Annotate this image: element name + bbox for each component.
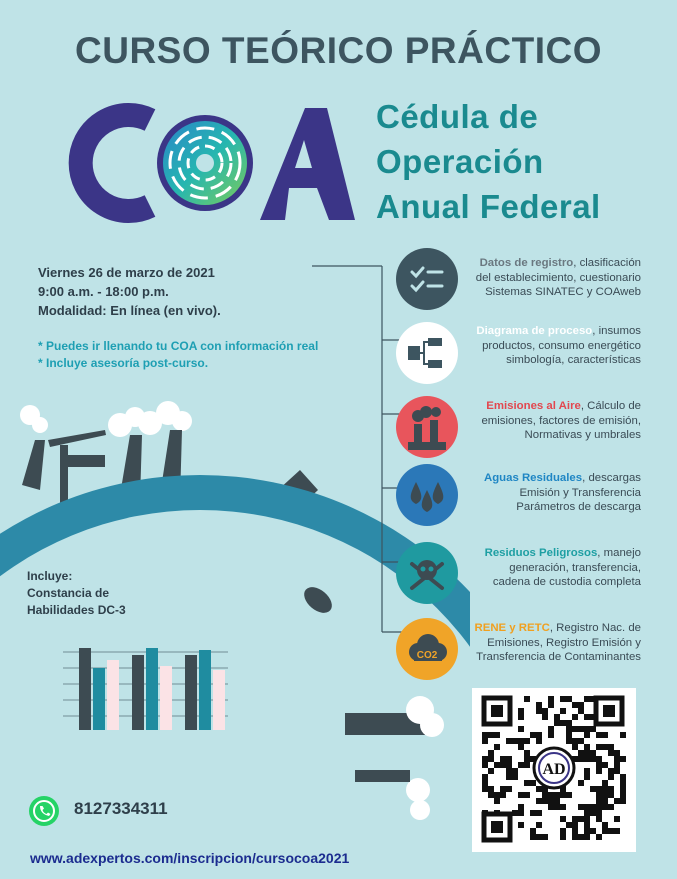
qr-module xyxy=(524,750,530,756)
qr-module xyxy=(596,810,602,816)
subtitle-line-3: Anual Federal xyxy=(376,188,601,225)
event-mode: Modalidad: En línea (en vivo). xyxy=(38,303,221,318)
topic-text-line: , descargas xyxy=(582,472,641,484)
qr-module xyxy=(566,726,572,732)
qr-module xyxy=(590,726,596,732)
qr-module xyxy=(614,762,620,768)
qr-module xyxy=(620,732,626,738)
qr-module xyxy=(542,834,548,840)
checklist-icon xyxy=(396,248,458,310)
qr-module xyxy=(494,798,500,804)
qr-module xyxy=(482,756,488,762)
qr-module xyxy=(506,774,512,780)
qr-module xyxy=(542,798,548,804)
qr-module xyxy=(572,822,578,828)
includes-label: Incluye: xyxy=(27,569,73,583)
topic-text-line: , Registro Nac. de xyxy=(549,622,641,634)
qr-module xyxy=(518,810,524,816)
topic-title: Emisiones al Aire xyxy=(486,400,581,412)
topic-text-line: Emisiones, Registro Emisión y xyxy=(487,636,641,649)
qr-module xyxy=(608,750,614,756)
qr-module xyxy=(572,738,578,744)
qr-module xyxy=(602,822,608,828)
topic-registro xyxy=(451,256,641,300)
qr-module xyxy=(518,792,524,798)
qr-module xyxy=(566,822,572,828)
qr-module xyxy=(590,810,596,816)
topic-aguas xyxy=(451,471,641,515)
qr-module xyxy=(620,798,626,804)
qr-module xyxy=(554,804,560,810)
qr-module xyxy=(530,780,536,786)
qr-module xyxy=(566,792,572,798)
qr-module xyxy=(548,804,554,810)
event-details xyxy=(38,263,221,320)
subtitle-line-1: Cédula de xyxy=(376,98,539,135)
qr-module xyxy=(500,756,506,762)
qr-module xyxy=(494,762,500,768)
qr-module xyxy=(578,834,584,840)
decorative-bar-graphic xyxy=(63,640,233,732)
qr-module xyxy=(572,702,578,708)
qr-module xyxy=(584,834,590,840)
qr-module xyxy=(494,744,500,750)
qr-module xyxy=(602,744,608,750)
qr-module xyxy=(572,834,578,840)
topic-text-line: Emisión y Transferencia xyxy=(519,486,641,499)
qr-module xyxy=(530,828,536,834)
qr-module xyxy=(560,804,566,810)
qr-module xyxy=(608,804,614,810)
qr-module xyxy=(524,780,530,786)
course-notes xyxy=(38,338,318,372)
qr-module xyxy=(494,792,500,798)
qr-module xyxy=(572,744,578,750)
qr-module xyxy=(524,696,530,702)
qr-module xyxy=(488,756,494,762)
qr-module xyxy=(518,714,524,720)
qr-module xyxy=(482,762,488,768)
page-title: CURSO TEÓRICO PRÁCTICO xyxy=(75,30,602,71)
qr-module xyxy=(602,792,608,798)
qr-module xyxy=(548,798,554,804)
note-item: * Incluye asesoría post-curso. xyxy=(38,356,209,370)
qr-module xyxy=(548,792,554,798)
coa-logo xyxy=(55,98,365,228)
topic-text-line: , clasificación xyxy=(573,257,641,269)
topic-text-line: , insumos xyxy=(592,325,641,337)
qr-module xyxy=(500,762,506,768)
topic-text-line: , Cálculo de xyxy=(580,400,641,412)
topic-title: Diagrama de proceso xyxy=(476,325,593,337)
qr-module xyxy=(524,756,530,762)
qr-module xyxy=(584,696,590,702)
qr-module xyxy=(518,744,524,750)
qr-module xyxy=(536,822,542,828)
qr-module xyxy=(536,738,542,744)
qr-module xyxy=(518,804,524,810)
qr-module xyxy=(572,714,578,720)
qr-module xyxy=(560,792,566,798)
qr-module xyxy=(512,768,518,774)
qr-module xyxy=(506,768,512,774)
qr-module xyxy=(488,786,494,792)
qr-module xyxy=(530,834,536,840)
qr-module xyxy=(482,774,488,780)
qr-module xyxy=(584,816,590,822)
topic-text-line: del establecimiento, cuestionario xyxy=(475,271,641,284)
qr-module xyxy=(500,786,506,792)
qr-module xyxy=(518,738,524,744)
qr-module xyxy=(584,726,590,732)
qr-module xyxy=(560,708,566,714)
qr-module xyxy=(566,696,572,702)
qr-module xyxy=(506,756,512,762)
qr-module xyxy=(602,828,608,834)
qr-module xyxy=(542,708,548,714)
topic-text-line: Normativas y umbrales xyxy=(524,429,641,441)
topic-diagrama xyxy=(451,324,641,368)
subtitle-line-2: Operación xyxy=(376,143,544,180)
qr-module xyxy=(584,774,590,780)
factory-smoke-icon xyxy=(396,396,458,458)
topic-text-line: simbología, características xyxy=(506,354,641,366)
qr-module xyxy=(518,762,524,768)
qr-module xyxy=(596,762,602,768)
qr-module xyxy=(584,714,590,720)
qr-module xyxy=(584,804,590,810)
qr-module xyxy=(584,744,590,750)
qr-module xyxy=(536,732,542,738)
qr-module xyxy=(578,780,584,786)
qr-module xyxy=(614,798,620,804)
qr-module xyxy=(560,696,566,702)
qr-module xyxy=(506,786,512,792)
qr-module xyxy=(554,798,560,804)
qr-module xyxy=(518,726,524,732)
qr-module xyxy=(554,792,560,798)
topic-text-line: cadena de custodia completa xyxy=(492,576,641,588)
qr-module xyxy=(608,828,614,834)
qr-module xyxy=(578,750,584,756)
qr-module xyxy=(488,750,494,756)
qr-module xyxy=(530,810,536,816)
qr-module xyxy=(590,804,596,810)
qr-module xyxy=(584,828,590,834)
qr-module xyxy=(524,762,530,768)
qr-module xyxy=(566,738,572,744)
qr-module xyxy=(590,750,596,756)
qr-module xyxy=(608,768,614,774)
qr-code[interactable] xyxy=(472,688,636,852)
qr-module xyxy=(536,786,542,792)
qr-module xyxy=(590,786,596,792)
qr-module xyxy=(482,738,488,744)
qr-module xyxy=(578,804,584,810)
registration-link[interactable]: www.adexpertos.com/inscripcion/cursocoa2021 xyxy=(30,850,350,866)
qr-module xyxy=(590,828,596,834)
qr-module xyxy=(608,786,614,792)
qr-module xyxy=(488,768,494,774)
qr-module xyxy=(596,732,602,738)
topic-rene-retc xyxy=(441,621,641,665)
qr-module xyxy=(512,738,518,744)
qr-module xyxy=(512,810,518,816)
qr-module xyxy=(536,702,542,708)
qr-module xyxy=(542,792,548,798)
qr-module xyxy=(524,792,530,798)
qr-module xyxy=(536,834,542,840)
qr-module xyxy=(506,762,512,768)
note-item: * Puedes ir llenando tu COA con información real xyxy=(38,339,319,353)
qr-module xyxy=(620,786,626,792)
qr-module xyxy=(578,738,584,744)
qr-module xyxy=(584,822,590,828)
qr-module xyxy=(602,762,608,768)
qr-module xyxy=(560,720,566,726)
qr-module xyxy=(620,774,626,780)
water-drops-icon xyxy=(396,464,458,526)
qr-module xyxy=(578,816,584,822)
topic-text-line: emisiones, factores de emisión, xyxy=(481,414,641,427)
qr-module xyxy=(596,834,602,840)
qr-module xyxy=(482,780,488,786)
qr-module xyxy=(488,792,494,798)
qr-module xyxy=(590,756,596,762)
qr-module xyxy=(536,708,542,714)
qr-module xyxy=(596,744,602,750)
qr-module xyxy=(542,714,548,720)
qr-module xyxy=(602,780,608,786)
flowchart-icon xyxy=(396,322,458,384)
qr-module xyxy=(518,822,524,828)
qr-module xyxy=(596,768,602,774)
qr-module xyxy=(578,708,584,714)
qr-module xyxy=(548,696,554,702)
qr-module xyxy=(614,768,620,774)
qr-module xyxy=(620,756,626,762)
qr-module xyxy=(566,732,572,738)
qr-module xyxy=(494,732,500,738)
event-date: Viernes 26 de marzo de 2021 xyxy=(38,265,215,280)
topic-text-line: Parámetros de descarga xyxy=(516,501,641,513)
qr-module xyxy=(614,750,620,756)
qr-module xyxy=(482,786,488,792)
topic-text-line: Sistemas SINATEC y COAweb xyxy=(485,286,641,298)
phone-number[interactable]: 8127334311 xyxy=(74,799,168,818)
qr-module xyxy=(620,780,626,786)
topic-text-line: , manejo xyxy=(597,547,641,559)
qr-module xyxy=(578,726,584,732)
qr-module xyxy=(602,732,608,738)
includes-line: Constancia de xyxy=(27,586,110,600)
qr-module xyxy=(596,786,602,792)
topic-title: Residuos Peligrosos xyxy=(484,547,598,559)
qr-module xyxy=(596,804,602,810)
qr-module xyxy=(614,756,620,762)
qr-module xyxy=(518,708,524,714)
topic-title: RENE y RETC xyxy=(474,622,550,634)
topic-title: Aguas Residuales xyxy=(483,472,583,484)
qr-module xyxy=(578,756,584,762)
qr-module xyxy=(602,804,608,810)
qr-module xyxy=(584,756,590,762)
skull-crossbones-icon xyxy=(396,542,458,604)
qr-module xyxy=(596,792,602,798)
topic-text-line: generación, transferencia, xyxy=(509,561,641,574)
qr-module xyxy=(596,816,602,822)
qr-module xyxy=(536,810,542,816)
qr-module xyxy=(566,720,572,726)
qr-module xyxy=(554,720,560,726)
qr-module xyxy=(584,750,590,756)
event-time: 9:00 a.m. - 18:00 p.m. xyxy=(38,284,169,299)
qr-module xyxy=(482,732,488,738)
qr-module xyxy=(584,768,590,774)
qr-module xyxy=(560,828,566,834)
qr-module xyxy=(524,738,530,744)
qr-module xyxy=(560,834,566,840)
topic-emisiones xyxy=(451,399,641,443)
qr-module xyxy=(572,816,578,822)
qr-module xyxy=(584,810,590,816)
includes-block xyxy=(27,568,126,619)
qr-module xyxy=(602,786,608,792)
qr-module xyxy=(584,732,590,738)
topic-title: Datos de registro xyxy=(479,257,574,269)
qr-module xyxy=(614,816,620,822)
qr-module xyxy=(530,732,536,738)
qr-module xyxy=(488,732,494,738)
topic-text-line: productos, consumo energético xyxy=(482,339,641,352)
qr-module xyxy=(506,738,512,744)
qr-module xyxy=(512,774,518,780)
qr-module xyxy=(596,798,602,804)
includes-line: Habilidades DC-3 xyxy=(27,603,126,617)
topic-text-line: Transferencia de Contaminantes xyxy=(476,651,641,663)
qr-module xyxy=(536,798,542,804)
qr-module xyxy=(608,792,614,798)
qr-module xyxy=(602,798,608,804)
qr-module xyxy=(596,756,602,762)
qr-center-logo: AD xyxy=(542,761,566,778)
qr-module xyxy=(572,726,578,732)
qr-module xyxy=(548,702,554,708)
qr-module xyxy=(548,732,554,738)
qr-module xyxy=(554,714,560,720)
topic-connector-lines xyxy=(312,262,402,642)
qr-module xyxy=(614,828,620,834)
qr-module xyxy=(578,702,584,708)
qr-module xyxy=(548,726,554,732)
qr-module xyxy=(620,792,626,798)
whatsapp-icon xyxy=(28,795,60,827)
qr-module xyxy=(608,774,614,780)
topic-residuos xyxy=(451,546,641,590)
co2-label: CO2 xyxy=(416,650,438,661)
qr-module xyxy=(560,816,566,822)
qr-module xyxy=(500,792,506,798)
qr-module xyxy=(608,744,614,750)
qr-module xyxy=(572,828,578,834)
